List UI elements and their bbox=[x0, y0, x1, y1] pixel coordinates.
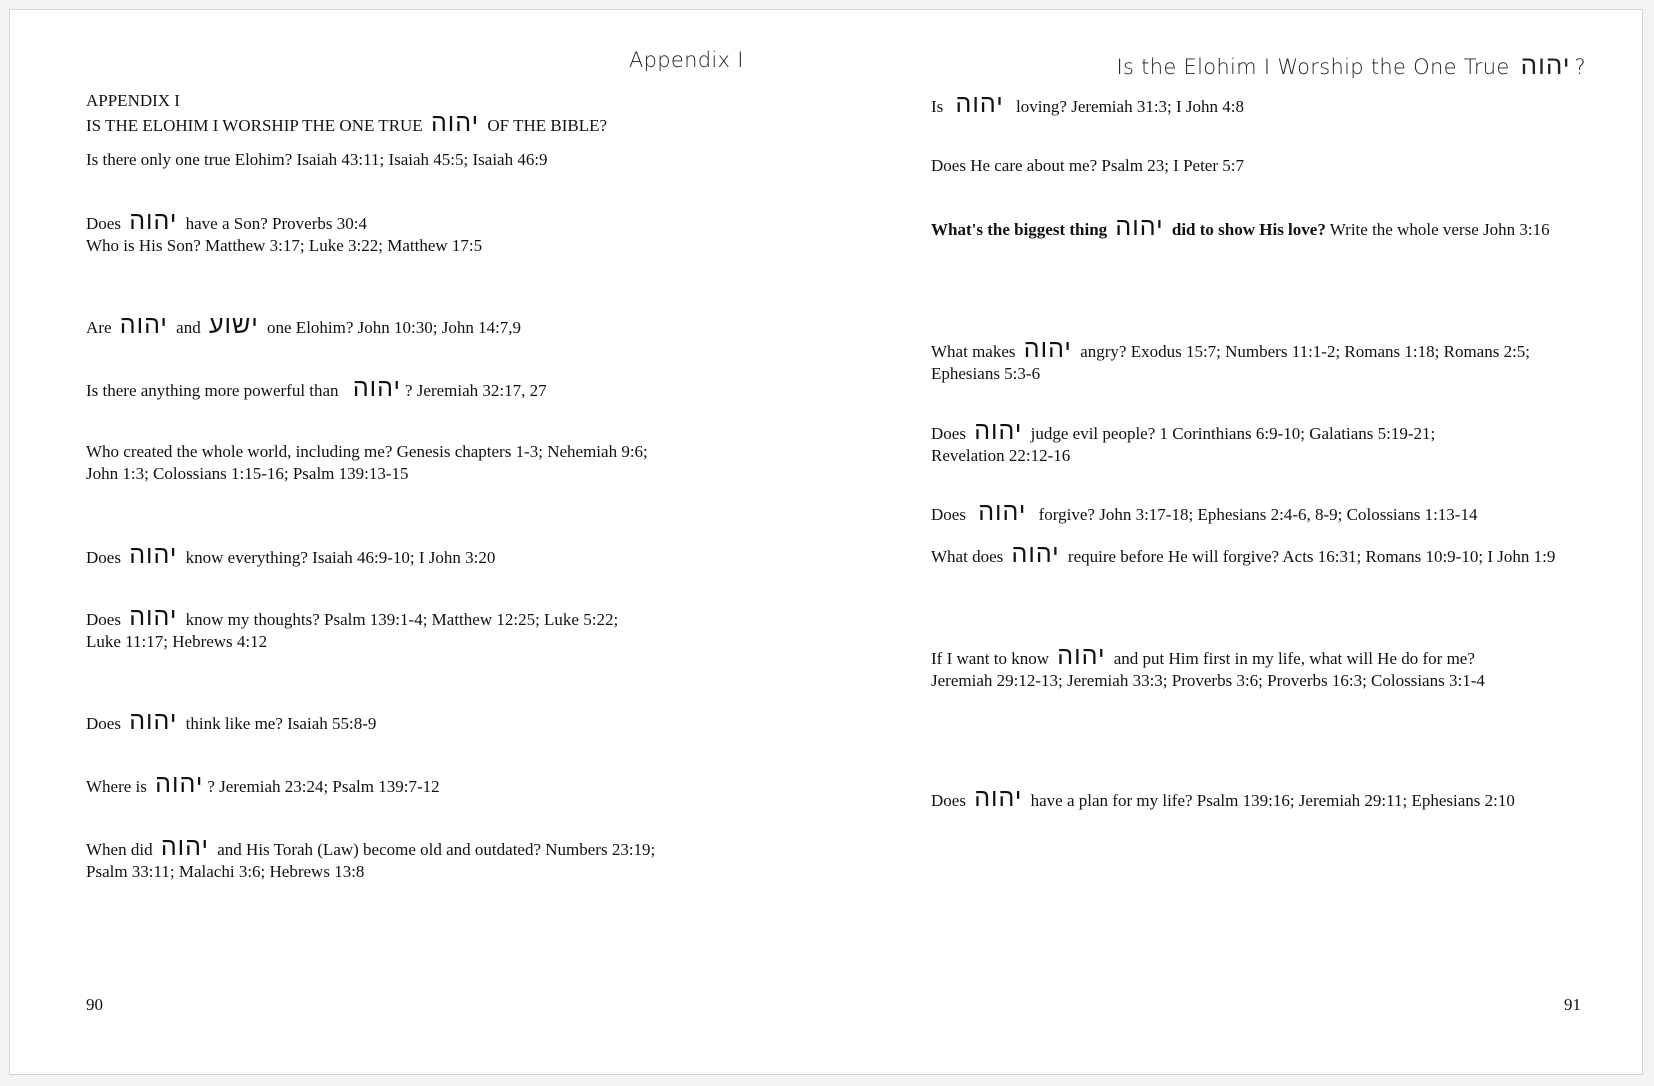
question-post: have a plan for my life? Psalm 139:16; Jeremiah 29:11; Ephesians 2:10 bbox=[1030, 791, 1515, 810]
appendix-title-post: OF THE BIBLE? bbox=[487, 116, 608, 135]
question-line-2: Ephesians 5:3-6 bbox=[931, 364, 1041, 383]
question-post: ? Jeremiah 32:17, 27 bbox=[405, 381, 547, 400]
appendix-label: APPENDIX I bbox=[86, 91, 180, 110]
divine-name: יהוה bbox=[1011, 539, 1060, 568]
divine-name: יהוה bbox=[129, 540, 178, 569]
question-13 bbox=[931, 212, 1550, 241]
question-pre: Where is bbox=[86, 777, 147, 796]
question-line-2: Luke 11:17; Hebrews 4:12 bbox=[86, 632, 268, 651]
question-9 bbox=[86, 769, 440, 798]
question-mid: and bbox=[176, 318, 201, 337]
divine-name: יהוה bbox=[1023, 334, 1072, 363]
divine-name: יהוה bbox=[352, 373, 401, 402]
question-3 bbox=[86, 310, 522, 339]
question-line-2: John 1:3; Colossians 1:15-16; Psalm 139:13-15 bbox=[86, 464, 409, 483]
question-line bbox=[86, 832, 656, 861]
page-number-right: 91 bbox=[1564, 995, 1581, 1014]
question-text: Who created the whole world, including me? Genesis chapters 1-3; Nehemiah 9:6; bbox=[86, 442, 648, 461]
running-head-pre: Is the Elohim I Worship the One True bbox=[1116, 55, 1510, 79]
question-line-2: Psalm 33:11; Malachi 3:6; Hebrews 13:8 bbox=[86, 862, 365, 881]
question-8 bbox=[86, 706, 377, 735]
appendix-heading bbox=[86, 88, 607, 138]
divine-name: יהוה bbox=[974, 416, 1023, 445]
question-post: one Elohim? John 10:30; John 14:7,9 bbox=[267, 318, 522, 337]
appendix-title bbox=[86, 108, 608, 138]
question-pre: Does bbox=[86, 548, 121, 567]
question-10 bbox=[86, 832, 656, 883]
question-post: judge evil people? 1 Corinthians 6:9-10; Galatians 5:19-21; bbox=[1030, 424, 1436, 443]
question-post: did to show His love? bbox=[1171, 220, 1326, 239]
divine-name: יהוה bbox=[155, 769, 204, 798]
question-16 bbox=[931, 497, 1478, 526]
divine-name: יהוה bbox=[430, 108, 480, 137]
question-post: and His Torah (Law) become old and outdated? Numbers 23:19; bbox=[217, 840, 656, 859]
question-pre: If I want to know bbox=[931, 649, 1050, 668]
question-post: forgive? John 3:17-18; Ephesians 2:4-6, 8-9; Colossians 1:13-14 bbox=[1038, 505, 1478, 524]
question-pre: Does bbox=[86, 214, 121, 233]
question-pre: Does bbox=[86, 610, 121, 629]
question-pre: Is there anything more powerful than bbox=[86, 381, 339, 400]
question-6 bbox=[86, 540, 496, 569]
question-5 bbox=[86, 441, 648, 485]
question-post: have a Son? Proverbs 30:4 bbox=[185, 214, 367, 233]
question-post: think like me? Isaiah 55:8-9 bbox=[185, 714, 377, 733]
question-pre: What's the biggest thing bbox=[931, 220, 1108, 239]
question-pre: Does bbox=[931, 424, 966, 443]
question-pre: Does bbox=[931, 505, 966, 524]
question-pre: When did bbox=[86, 840, 153, 859]
question-pre: Does bbox=[931, 791, 966, 810]
divine-name: יהוה bbox=[1057, 641, 1106, 670]
divine-name: יהוה bbox=[974, 783, 1023, 812]
question-post: know everything? Isaiah 46:9-10; I John 3:20 bbox=[185, 548, 496, 567]
divine-name: יהוה bbox=[129, 206, 178, 235]
question-text: Does He care about me? Psalm 23; I Peter 5:7 bbox=[931, 156, 1244, 175]
page-number-left: 90 bbox=[86, 995, 103, 1014]
question-post: loving? Jeremiah 31:3; I John 4:8 bbox=[1015, 97, 1245, 116]
question-17 bbox=[931, 539, 1556, 568]
left-page bbox=[86, 10, 786, 1074]
question-line bbox=[931, 416, 1436, 445]
divine-name: יהוה bbox=[129, 602, 178, 631]
question-line-2: Who is His Son? Matthew 3:17; Luke 3:22; Matthew 17:5 bbox=[86, 236, 483, 255]
question-pre: Are bbox=[86, 318, 112, 337]
appendix-title-pre: IS THE ELOHIM I WORSHIP THE ONE TRUE bbox=[86, 116, 423, 135]
question-line-2: Revelation 22:12-16 bbox=[931, 446, 1071, 465]
right-running-head bbox=[1116, 51, 1586, 81]
question-18 bbox=[931, 641, 1485, 692]
question-line bbox=[931, 641, 1485, 670]
question-15 bbox=[931, 416, 1436, 467]
question-line bbox=[931, 334, 1531, 363]
right-page bbox=[931, 10, 1586, 1074]
question-post: ? Jeremiah 23:24; Psalm 139:7-12 bbox=[207, 777, 440, 796]
question-line bbox=[86, 206, 482, 235]
son-name: ישוע bbox=[208, 310, 259, 339]
question-line-2: Jeremiah 29:12-13; Jeremiah 33:3; Proverbs 3:6; Proverbs 16:3; Colossians 3:1-4 bbox=[931, 671, 1485, 690]
question-11 bbox=[931, 89, 1245, 118]
question-pre: What makes bbox=[931, 342, 1016, 361]
question-4 bbox=[86, 373, 547, 402]
question-post: know my thoughts? Psalm 139:1-4; Matthew 12:25; Luke 5:22; bbox=[185, 610, 619, 629]
divine-name: יהוה bbox=[1115, 212, 1164, 241]
question-tail: Write the whole verse John 3:16 bbox=[1329, 220, 1550, 239]
book-spread bbox=[9, 9, 1643, 1075]
divine-name: יהוה bbox=[160, 832, 210, 861]
question-line bbox=[86, 602, 619, 631]
question-pre: Does bbox=[86, 714, 121, 733]
divine-name: יהוה bbox=[119, 310, 168, 339]
question-post: and put Him first in my life, what will He do for me? bbox=[1113, 649, 1475, 668]
question-12 bbox=[931, 155, 1244, 177]
question-2 bbox=[86, 206, 483, 257]
question-post: angry? Exodus 15:7; Numbers 11:1-2; Romans 1:18; Romans 2:5; bbox=[1080, 342, 1531, 361]
question-14 bbox=[931, 334, 1531, 385]
left-running-head: Appendix I bbox=[629, 48, 744, 72]
question-1 bbox=[86, 149, 548, 171]
running-head-post: ? bbox=[1574, 55, 1586, 79]
question-pre: Is bbox=[931, 97, 944, 116]
question-post: require before He will forgive? Acts 16:31; Romans 10:9-10; I John 1:9 bbox=[1067, 547, 1556, 566]
divine-name: יהוה bbox=[129, 706, 178, 735]
question-7 bbox=[86, 602, 619, 653]
divine-name: יהוה bbox=[1520, 51, 1571, 81]
divine-name: יהוה bbox=[955, 89, 1004, 118]
question-19 bbox=[931, 783, 1515, 812]
question-pre: What does bbox=[931, 547, 1004, 566]
question-text: Is there only one true Elohim? Isaiah 43:11; Isaiah 45:5; Isaiah 46:9 bbox=[86, 150, 548, 169]
divine-name: יהוה bbox=[978, 497, 1027, 526]
